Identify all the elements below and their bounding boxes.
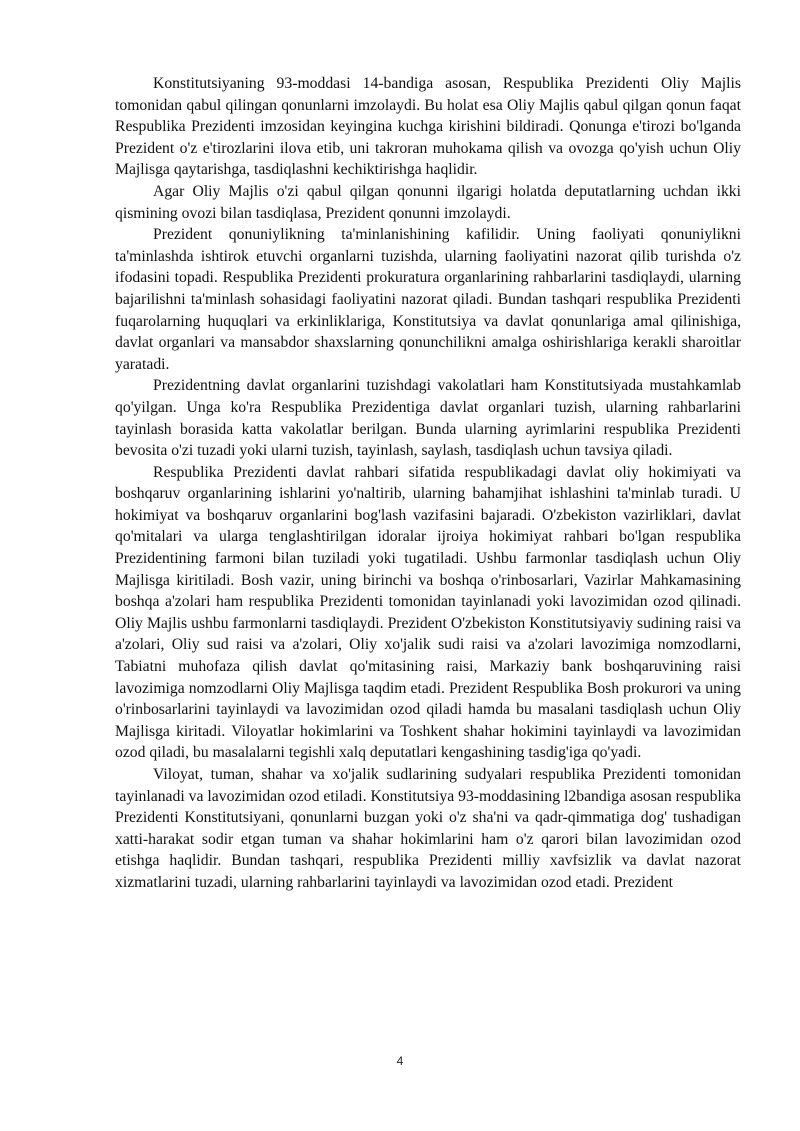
paragraph: Konstitutsiyaning 93-moddasi 14-bandiga asosan, Respublika Prezidenti Oliy Majlis tomonidan qabul qilingan qonunlarni imzolaydi. Bu holat esa Oliy Majlis qabul qilgan qonun faqat Respublika Prezidenti imzosidan keyingina kuchga kirishini bildiradi. Qonunga e'tirozi bo'lganda Prezident o'z e'tirozlarini ilova etib, uni takroran muhokama qilish va ovozga qo'yish uchun Oliy Majlisga qaytarishga, tasdiqlashni kechiktirishga haqlidir. (115, 75, 741, 179)
page-number: 4 (396, 1054, 404, 1068)
paragraph: Viloyat, tuman, shahar va xo'jalik sudlarining sudyalari respublika Prezidenti tomonidan tayinlanadi va lavozimidan ozod etiladi. Konstitutsiya 93-moddasining l2bandiga asosan respublika Prezidenti Konstitutsiyani, qonunlarni buzgan yoki o'z sha'ni va qadr-qimmatiga dog' tushadigan xatti-harakat sodir etgan tuman va shahar hokimlarini ham o'z qarori bilan lavozimidan ozod etishga haqlidir. Bundan tashqari, respublika Prezidenti milliy xavfsizlik va davlat nazorat xizmatlarini tuzadi, ularning rahbarlarini tayinlaydi va lavozimidan ozod etadi. Prezident (115, 766, 741, 891)
paragraph: Prezident qonuniylikning ta'minlanishining kafilidir. Uning faoliyati qonuniylikni ta'minlashda ishtirok etuvchi organlarni tuzishda, ularning faoliyatini nazorat qilib turishda o'z ifodasini topadi. Respublika Prezidenti prokuratura organlarining rahbarlarini tasdiqlaydi, ularning bajarilishni ta'minlash sohasidagi faoliyatini nazorat qiladi. Bundan tashqari respublika Prezidenti fuqarolarning huquqlari va erkinliklariga, Konstitutsiya va davlat qonunlariga amal qilinishiga, davlat organlari va mansabdor shaxslarning qonunchilikni amalga oshirishlariga kerakli sharoitlar yaratadi. (115, 226, 741, 373)
paragraph: Prezidentning davlat organlarini tuzishdagi vakolatlari ham Konstitutsiyada mustahkamlab qo'yilgan. Unga ko'ra Respublika Prezidentiga davlat organlari tuzish, ularning rahbarlarini tayinlash borasida katta vakolatlar berilgan. Bunda ularning ayrimlarini respublika Prezidenti bevosita o'zi tuzadi yoki ularni tuzish, tayinlash, saylash, tasdiqlash uchun tavsiya qiladi. (115, 377, 741, 460)
body-text (115, 73, 741, 894)
paragraph: Respublika Prezidenti davlat rahbari sifatida respublikadagi davlat oliy hokimiyati va boshqaruv organlarining ishlarini yo'naltirib, ularning bahamjihat ishlashini ta'minlab turadi. U hokimiyat va boshqaruv organlarini bog'lash vazifasini bajaradi. O'zbekiston vazirliklari, davlat qo'mitalari va ularga tenglashtirilgan idoralar ijroiya hokimiyat rahbari bo'lgan respublika Prezidentining farmoni bilan tuziladi yoki tugatiladi. Ushbu farmonlar tasdiqlash uchun Oliy Majlisga kiritiladi. Bosh vazir, uning birinchi va boshqa o'rinbosarlari, Vazirlar Mahkamasining boshqa a'zolari ham respublika Prezidenti tomonidan tayinlanadi yoki lavozimidan ozod qilinadi. Oliy Majlis ushbu farmonlarni tasdiqlaydi. Prezident O'zbekiston Konstitutsiyaviy sudining raisi va a'zolari, Oliy sud raisi va a'zolari, Oliy xo'jalik sudi raisi va a'zolari lavozimiga nomzodlarni, Tabiatni muhofaza qilish davlat qo'mitasining raisi, Markaziy bank boshqaruvining raisi lavozimiga nomzodlarni Oliy Majlisga taqdim etadi. Prezident Respublika Bosh prokurori va uning o'rinbosarlarini tayinlaydi va lavozimidan ozod qiladi hamda bu masalani tasdiqlash uchun Oliy Majlisga kiritadi. Viloyatlar hokimlarini va Toshkent shahar hokimini tayinlaydi va lavozimidan ozod qiladi, bu masalalarni tegishli xalq deputatlari kengashining tasdig'iga qo'yadi. (115, 463, 741, 762)
paragraph: Agar Oliy Majlis o'zi qabul qilgan qonunni ilgarigi holatda deputatlarning uchdan ikki qismining ovozi bilan tasdiqlasa, Prezident qonunni imzolaydi. (115, 182, 741, 222)
